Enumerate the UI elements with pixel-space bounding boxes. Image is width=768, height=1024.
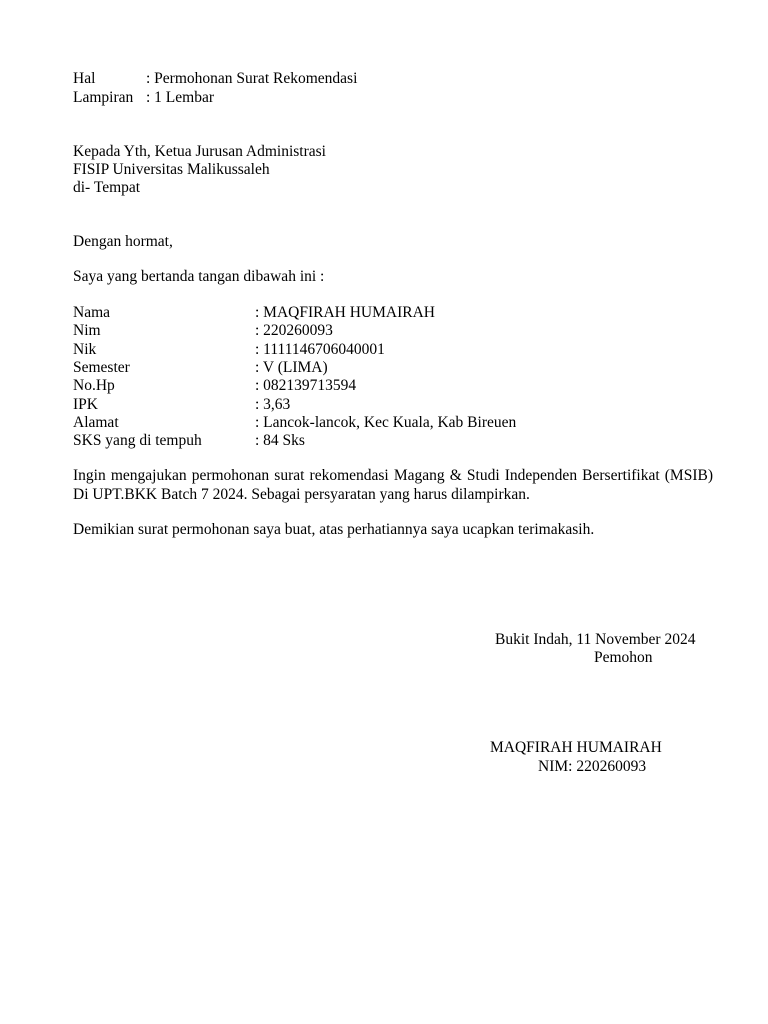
- field-value: : Lancok-lancok, Kec Kuala, Kab Bireuen: [255, 414, 517, 431]
- field-row-sks: [73, 432, 305, 450]
- greeting: Dengan hormat,: [73, 233, 173, 250]
- signer-role: Pemohon: [594, 649, 653, 666]
- field-row-ipk: [73, 396, 290, 414]
- field-value: : 84 Sks: [255, 432, 305, 449]
- field-row-nik: [73, 341, 385, 359]
- field-label: Nama: [73, 304, 111, 321]
- field-row-address: [73, 414, 516, 432]
- field-label: Nik: [73, 341, 97, 358]
- field-label: IPK: [73, 396, 98, 413]
- field-value: : 220260093: [255, 322, 333, 339]
- field-value: : 3,63: [255, 396, 291, 413]
- intro-text: Saya yang bertanda tangan dibawah ini :: [73, 268, 325, 285]
- field-value: : 082139713594: [255, 377, 357, 394]
- recipient-line-3: di- Tempat: [73, 179, 141, 196]
- attachment-label: Lampiran: [73, 89, 134, 106]
- field-row-semester: [73, 359, 328, 377]
- recipient-line-1: Kepada Yth, Ketua Jurusan Administrasi: [73, 143, 326, 160]
- signer-nim: NIM: 220260093: [538, 758, 647, 775]
- subject-label: Hal: [73, 70, 96, 87]
- attachment-line: [73, 89, 214, 107]
- field-value: : 1111146706040001: [255, 341, 385, 358]
- subject-line: [73, 70, 357, 88]
- signer-name: MAQFIRAH HUMAIRAH: [490, 739, 662, 756]
- field-label: Semester: [73, 359, 130, 376]
- field-value: : MAQFIRAH HUMAIRAH: [255, 304, 435, 321]
- field-label: No.Hp: [73, 377, 115, 394]
- place-date: Bukit Indah, 11 November 2024: [495, 631, 696, 648]
- field-row-phone: [73, 377, 356, 395]
- field-label: Nim: [73, 322, 101, 339]
- closing-text: Demikian surat permohonan saya buat, atas perhatiannya saya ucapkan terimakasih.: [73, 521, 595, 538]
- field-label: Alamat: [73, 414, 119, 431]
- recipient-line-2: FISIP Universitas Malikussaleh: [73, 161, 270, 178]
- subject-value: : Permohonan Surat Rekomendasi: [146, 70, 358, 87]
- field-row-name: [73, 304, 435, 322]
- field-value: : V (LIMA): [255, 359, 328, 376]
- field-label: SKS yang di tempuh: [73, 432, 202, 449]
- attachment-value: : 1 Lembar: [146, 89, 215, 106]
- body-paragraph: Ingin mengajukan permohonan surat rekomendasi Magang & Studi Independen Bersertifikat (MSIB) Di UPT.BKK Batch 7 2024. Sebagai persyaratan yang harus dilampirkan.: [73, 467, 713, 503]
- field-row-nim: [73, 322, 333, 340]
